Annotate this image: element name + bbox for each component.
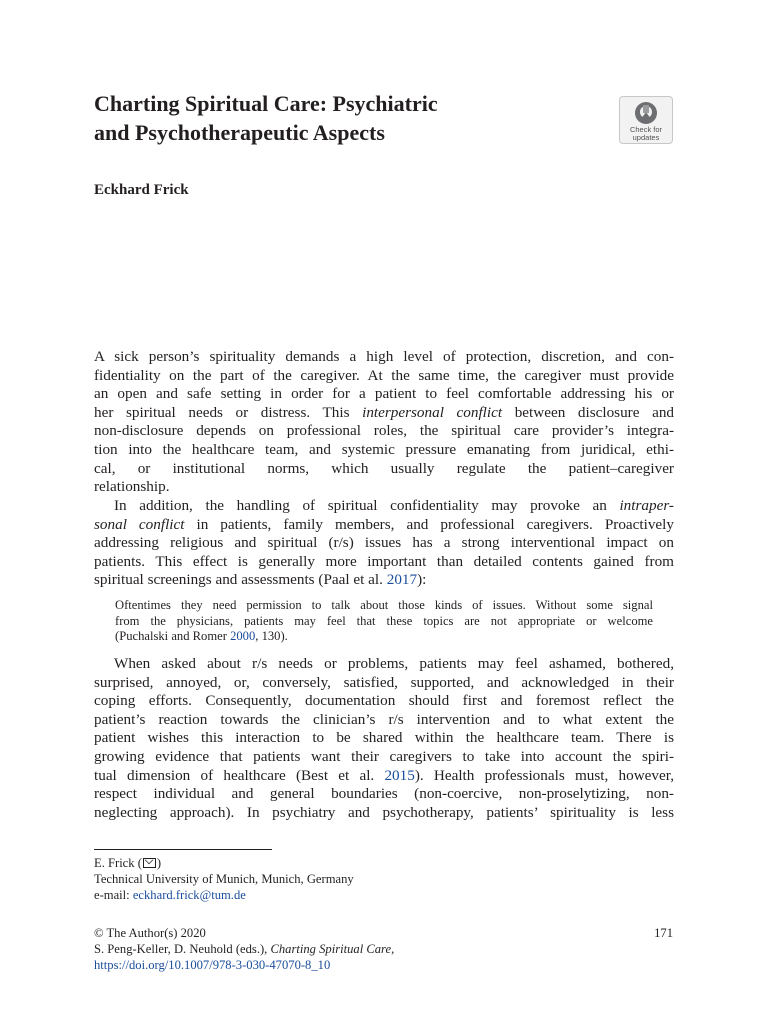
citation-line: S. Peng-Keller, D. Neuhold (eds.), Charting Spiritual Care, [94,942,395,956]
quote-line: from the physicians, patients may feel that these topics are not appropriate or welcome [115,613,653,628]
text-line: an open and safe setting in order for a patient to feel comfortable addressing his or [94,385,674,403]
page-number: 171 [654,926,673,940]
citation-link-2017[interactable]: 2017 [386,571,418,589]
text-line: respect individual and general boundaries (non-coercive, non-proselytizing, non- [94,785,674,803]
block-quote [115,598,653,645]
text-line: coping efforts. Consequently, documentation should first and foremost reflect the [94,692,674,710]
check-for-updates-icon [634,101,658,125]
text-line: spiritual screenings and assessments (Paal et al. 2017): [94,571,427,589]
chapter-title [94,89,594,147]
book-title: Charting Spiritual Care [270,942,392,956]
quote-line: (Puchalski and Romer 2000, 130). [115,629,288,644]
text-line: In addition, the handling of spiritual confidentiality may provoke an intraper- [114,497,674,514]
citation-link-2000[interactable]: 2000 [230,629,256,644]
text-line: her spiritual needs or distress. This interpersonal conflict between disclosure and [94,403,675,421]
text-line: When asked about r/s needs or problems, patients may feel ashamed, bothered, [114,655,674,672]
badge-label-line-2: updates [632,133,660,142]
text-line: tion into the healthcare team, and systemic pressure emanating from juridical, ethi- [94,440,674,458]
text-line: cal, or institutional norms, which usually regulate the patient–caregiver [94,459,674,477]
text-line: addressing religious and spiritual (r/s) issues has a strong interventional impact on [94,534,674,552]
citation-link-2015[interactable]: 2015 [384,766,415,784]
text-line: patients. This effect is generally more important than detailed contents gained from [94,552,674,570]
email-link[interactable]: eckhard.frick@tum.de [132,888,246,902]
text-line: fidentiality on the part of the caregiver. At the same time, the caregiver must provide [94,366,674,384]
author-name: Eckhard Frick [94,182,189,198]
text-line: non-disclosure depends on professional roles, the spiritual care provider’s integra- [94,422,674,440]
text-line: patient wishes this interaction to be shared within the healthcare team. There is [94,729,674,747]
text-line: patient’s reaction towards the clinician’s r/s intervention and to what extent the [94,710,674,728]
chapter-title-line-1: Charting Spiritual Care: Psychiatric [94,91,438,116]
paragraph-3 [94,655,674,822]
paragraph-2 [94,497,674,590]
footnote-affiliation: Technical University of Munich, Munich, Germany [94,872,354,886]
chapter-title-line-2: and Psychotherapeutic Aspects [94,120,385,145]
quote-line: Oftentimes they need permission to talk about those kinds of issues. Without some signal [115,598,653,612]
text-line: neglecting approach). In psychiatry and psychotherapy, patients’ spirituality is less [94,803,674,821]
term-intrapersonal-conflict: intraper- [619,497,674,514]
term-interpersonal-conflict: interpersonal conflict [362,403,503,421]
text-line: A sick person’s spirituality demands a high level of protection, discretion, and con- [94,348,674,365]
check-for-updates-button[interactable] [619,96,673,144]
text-line: surprised, annoyed, or, conversely, satisfied, supported, and acknowledged in their [94,673,674,691]
text-line: sonal conflict in patients, family members, and professional caregivers. Proactively [94,515,674,533]
copyright-line: © The Author(s) 2020 [94,926,206,940]
footnote-divider [94,849,272,850]
paragraph-1 [94,348,674,497]
footnote-author: E. Frick ( ) [94,856,162,870]
text-line: growing evidence that patients want their caregivers to take into account the spiri- [94,747,674,765]
text-line: tual dimension of healthcare (Best et al. 2015). Health professionals must, however, [94,766,674,784]
doi-line [94,958,330,974]
doi-link[interactable]: https://doi.org/10.1007/978-3-030-47070-8_10 [94,958,331,972]
badge-label-line-1: Check for [629,125,663,134]
footnote-email: e-mail: eckhard.frick@tum.de [94,888,246,902]
text-line: relationship. [94,478,170,496]
envelope-icon [143,858,156,868]
